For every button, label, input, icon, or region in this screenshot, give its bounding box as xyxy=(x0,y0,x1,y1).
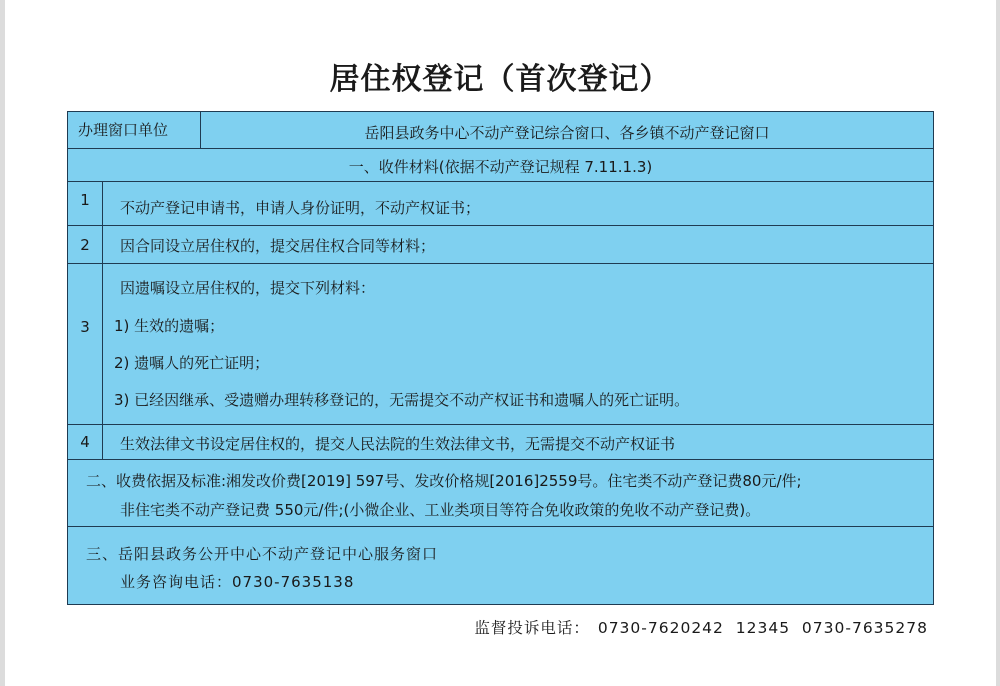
left-border-strip xyxy=(0,0,5,686)
service-phone: 业务咨询电话：0730-7635138 xyxy=(120,573,355,591)
fee-row xyxy=(68,460,933,527)
item-line: 3) 已经因继承、受遗赠办理转移登记的，无需提交不动产权证书和遗嘱人的死亡证明。 xyxy=(114,391,690,409)
item-text: 不动产登记申请书，申请人身份证明，不动产权证书； xyxy=(120,199,481,217)
material-item-2 xyxy=(68,226,933,264)
office-row xyxy=(68,112,933,149)
item-number: 3 xyxy=(68,264,103,424)
office-value: 岳阳县政务中心不动产登记综合窗口、各乡镇不动产登记窗口 xyxy=(364,124,770,142)
materials-header-row xyxy=(68,149,933,182)
item-line: 2) 遗嘱人的死亡证明； xyxy=(114,354,270,372)
material-item-3 xyxy=(68,264,933,425)
item-text: 生效法律文书设定居住权的，提交人民法院的生效法律文书，无需提交不动产权证书 xyxy=(120,435,676,453)
item-number: 2 xyxy=(68,226,103,263)
complaint-numbers: 0730-7620242 12345 0730-7635278 xyxy=(597,619,928,637)
fee-line-1: 二、收费依据及标准:湘发改价费[2019] 597号、发改价格规[2016]2559号。住宅类不动产登记费80元/件; xyxy=(86,472,802,490)
materials-header: 一、收件材料(依据不动产登记规程 7.11.1.3) xyxy=(348,158,653,176)
item-number: 1 xyxy=(68,182,103,225)
item-text: 因合同设立居住权的，提交居住权合同等材料； xyxy=(120,237,436,255)
item-line: 因遗嘱设立居住权的，提交下列材料： xyxy=(120,279,376,297)
service-row xyxy=(68,527,933,604)
complaint-label: 监督投诉电话： xyxy=(474,619,590,637)
office-label: 办理窗口单位 xyxy=(68,112,201,148)
item-number: 4 xyxy=(68,425,103,459)
info-panel xyxy=(67,111,934,605)
material-item-4 xyxy=(68,425,933,460)
fee-line-2: 非住宅类不动产登记费 550元/件;(小微企业、工业类项目等符合免收政策的免收不动产登记费)。 xyxy=(120,501,761,519)
page-title: 居住权登记（首次登记） xyxy=(329,62,671,97)
material-item-1 xyxy=(68,182,933,226)
item-line: 1) 生效的遗嘱； xyxy=(114,317,225,335)
complaint-hotline xyxy=(474,616,928,638)
right-border-strip xyxy=(996,0,1000,686)
service-line-1: 三、岳阳县政务公开中心不动产登记中心服务窗口 xyxy=(86,545,439,563)
